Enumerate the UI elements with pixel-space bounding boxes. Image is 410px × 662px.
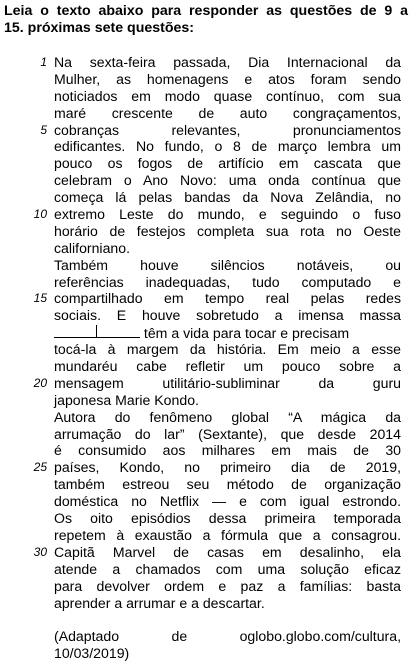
passage-line — [0, 544, 410, 561]
passage-text: sociais. E houve sobretudo a imensa massa — [54, 307, 401, 324]
passage-line — [0, 71, 410, 88]
passage-line — [0, 341, 410, 358]
source-date — [0, 645, 410, 662]
line-number: 20 — [33, 375, 47, 390]
passage-text: maré crescente de auto congraçamentos, — [54, 104, 401, 121]
passage-text: também estreou seu método de organização — [54, 476, 401, 493]
passage-text: celebram o Ano Novo: uma onda contínua que — [54, 172, 401, 189]
passage-text: horário de festejos completa sua rota no Oeste — [54, 222, 401, 239]
passage-text: países, Kondo, no primeiro dia de 2019, — [54, 459, 401, 476]
passage-line — [0, 409, 410, 426]
source-citation — [0, 628, 410, 645]
passage-line — [0, 307, 410, 324]
passage-text: tocá-la à margem da história. Em meio a esse — [54, 341, 401, 358]
line-number: 15 — [33, 291, 47, 306]
passage-line — [0, 561, 410, 578]
passage-line — [0, 172, 410, 189]
fill-in-blank — [54, 324, 140, 338]
passage-text: compartilhado em tempo real pelas redes — [54, 290, 401, 307]
passage-line — [0, 155, 410, 172]
passage-line — [0, 510, 410, 527]
passage-line — [0, 257, 410, 274]
passage-text: Também houve silêncios notáveis, ou — [54, 256, 401, 273]
passage-text: arrumação do lar” (Sextante), que desde 2014 — [54, 425, 401, 442]
passage-line — [0, 274, 410, 291]
passage-text: californiano. — [54, 239, 130, 256]
passage-text: é consumido aos milhares em mais de 30 — [54, 442, 401, 459]
passage-line — [0, 189, 410, 206]
passage-line — [0, 105, 410, 122]
source-citation-line-1: (Adaptado de oglobo.globo.com/cultura, — [54, 628, 401, 645]
passage-text: para devolver ordem e paz a famílias: basta — [54, 577, 401, 594]
passage-line — [0, 459, 410, 476]
passage-text: noticiados em modo quase contínuo, com sua — [54, 87, 401, 104]
instructions-header — [4, 3, 408, 37]
passage-line — [0, 442, 410, 459]
line-number: 10 — [33, 207, 47, 222]
passage-text: atende a chamados com uma solução eficaz — [54, 560, 401, 577]
passage-text: Mulher, as homenagens e atos foram sendo — [54, 70, 401, 87]
passage-line — [0, 324, 410, 341]
passage-text: Autora do fenômeno global “A mágica da — [54, 408, 401, 425]
passage-text: cobranças relevantes, pronunciamentos — [54, 121, 401, 138]
source-citation-line-2: 10/03/2019) — [54, 645, 130, 662]
passage-line — [0, 138, 410, 155]
instructions-line-1: Leia o texto abaixo para responder as questões de 9 a — [4, 3, 408, 19]
reading-passage — [0, 54, 410, 662]
passage-line — [0, 375, 410, 392]
passage-line — [0, 88, 410, 105]
passage-text: extremo Leste do mundo, e seguindo o fuso — [54, 206, 401, 223]
passage-line — [0, 595, 410, 612]
passage-line — [0, 54, 410, 71]
passage-line — [0, 476, 410, 493]
passage-text: edificantes. No fundo, o 8 de março lembra um — [54, 138, 401, 155]
passage-text: referências inadequadas, tudo computado e — [54, 273, 401, 290]
passage-text: repetem à exaustão a fórmula que a consagrou. — [54, 526, 401, 543]
passage-line — [0, 122, 410, 139]
passage-line — [0, 290, 410, 307]
passage-text: Os oito episódios dessa primeira temporada — [54, 510, 401, 527]
passage-line — [0, 240, 410, 257]
passage-text: mensagem utilitário-subliminar da guru — [54, 374, 401, 391]
passage-text: japonesa Marie Kondo. — [54, 391, 199, 408]
passage-text: Capitã Marvel de casas em desalinho, ela — [54, 543, 401, 560]
line-number: 25 — [33, 460, 47, 475]
passage-text: pouco os fogos de artifício em cascata que — [54, 155, 401, 172]
passage-line — [0, 426, 410, 443]
passage-text — [54, 324, 401, 342]
passage-line — [0, 493, 410, 510]
passage-text: mundaréu cabe refletir um pouco sobre a — [54, 358, 401, 375]
instructions-line-2: 15. próximas sete questões: — [4, 20, 195, 36]
passage-line — [0, 527, 410, 544]
passage-line — [0, 223, 410, 240]
line-number: 5 — [40, 122, 47, 137]
passage-line — [0, 578, 410, 595]
passage-text: começa lá pelas bandas da Nova Zelândia, no — [54, 189, 401, 206]
passage-text: doméstica no Netflix — e com igual estrondo. — [54, 493, 401, 510]
passage-text: Na sexta-feira passada, Dia Internacional da — [54, 54, 401, 70]
passage-line — [0, 206, 410, 223]
line-number: 1 — [40, 55, 47, 69]
passage-line — [0, 392, 410, 409]
passage-text: aprender a arrumar e a descartar. — [54, 594, 265, 611]
line-number: 30 — [33, 544, 47, 559]
passage-line — [0, 358, 410, 375]
passage-text-after-blank: têm a vida para tocar e precisam — [140, 325, 350, 342]
